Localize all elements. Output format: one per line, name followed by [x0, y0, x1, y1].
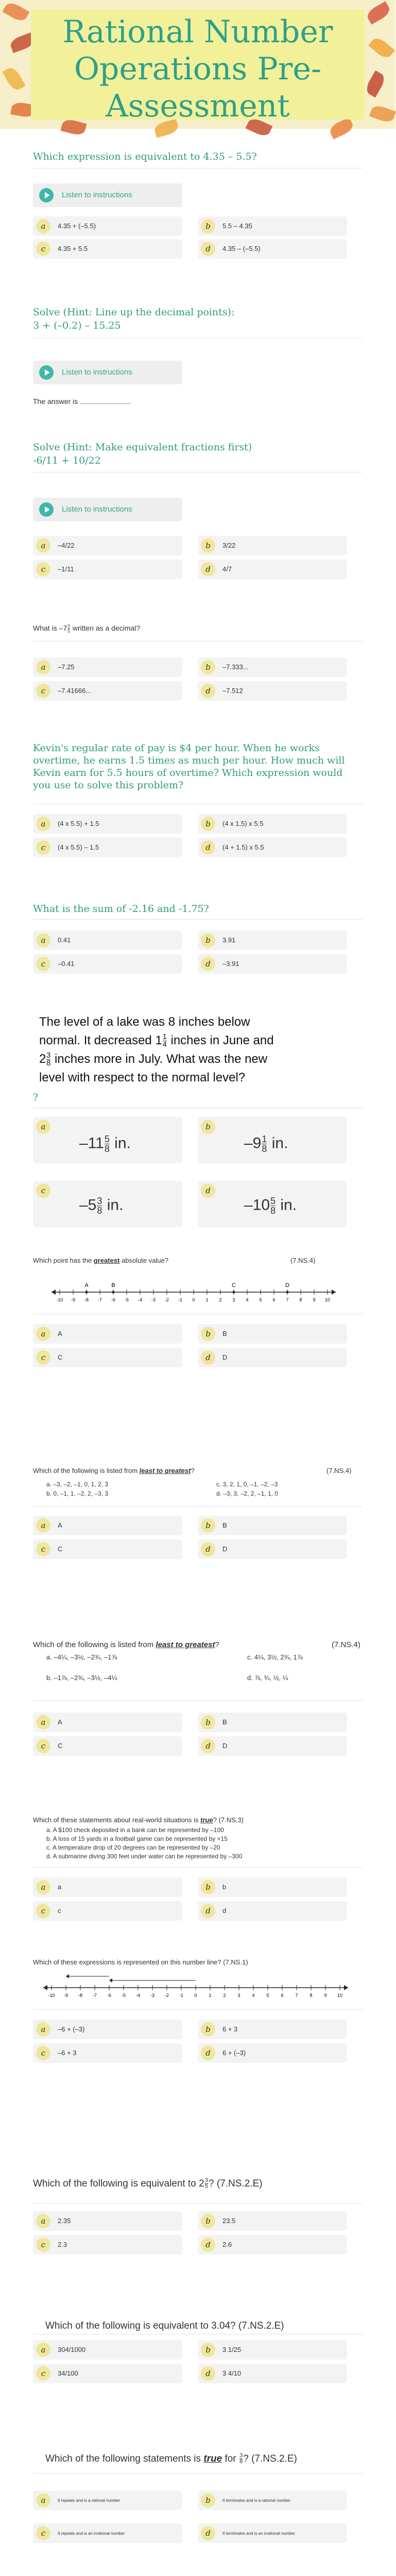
question-2-subtitle: 3 + (–0.2) – 15.25 [33, 320, 121, 331]
answer-option[interactable]: b B [198, 1713, 347, 1732]
point-label: A [84, 1282, 89, 1289]
answer-option[interactable]: b 5.5 – 4.35 [198, 216, 347, 236]
question-3-subtitle: -6/11 + 10/22 [33, 455, 101, 466]
answer-prompt: The answer is [33, 397, 363, 406]
answer-option[interactable]: b 23.5 [198, 2211, 347, 2231]
tick-label: 10 [337, 1993, 343, 1998]
question-4-prompt: What is –7 $\frac{3}{5}$ written as a decimal? [33, 623, 141, 634]
point-marker [85, 1291, 88, 1294]
tick-label: 6 [281, 1993, 284, 1998]
list-item: c. 4¼, 3½, 2¾, 1⅞ [247, 1653, 303, 1661]
answer-option[interactable]: c (4 x 5.5) – 1.5 [33, 838, 182, 857]
answer-option[interactable]: a 304/1000 [33, 2340, 182, 2360]
play-icon [39, 188, 54, 202]
tick-label: 8 [309, 1993, 313, 1998]
answer-option[interactable]: a –11 $\frac{5}{8}$ in. [33, 1117, 182, 1163]
number-line [49, 1273, 338, 1309]
answer-option[interactable]: d –3.91 [198, 954, 347, 974]
tick-label: 1 [205, 1297, 209, 1302]
answer-option[interactable]: b –9 $\frac{1}{8}$ in. [198, 1117, 347, 1163]
question-6-title: What is the sum of -2.16 and -1.75? [33, 903, 209, 914]
question-15-prompt: Which of the following statements is true for $\frac{3}{8}$ ? (7.NS.2.E) [45, 2452, 297, 2465]
point-label: D [285, 1282, 289, 1289]
answer-option[interactable]: d 3 4/10 [198, 2364, 347, 2383]
tick-label: 10 [324, 1297, 331, 1302]
answer-option[interactable]: a 2.35 [33, 2211, 182, 2231]
answer-option[interactable]: a It repeats and is a rational number [33, 2490, 182, 2510]
listen-button[interactable]: Listen to instructions [33, 498, 182, 521]
question-9-prompt: Which of the following is listed from least to greatest? (7.NS.4) [33, 1467, 352, 1475]
answer-option[interactable]: b B [198, 1516, 347, 1535]
question-1-title: Which expression is equivalent to 4.35 – 5.5? [33, 151, 257, 162]
answer-option[interactable]: b 3 1/25 [198, 2340, 347, 2360]
answer-option[interactable]: c c [33, 1901, 182, 1921]
question-mark: ? [33, 1092, 39, 1103]
answer-option[interactable]: a 4.35 + (–5.5) [33, 216, 182, 236]
point-marker [112, 1291, 115, 1294]
tick-label: -6 [107, 1993, 112, 1998]
list-item: b. 0, –1, 1, –2, 2, –3, 3 [46, 1490, 109, 1497]
answer-option[interactable]: c C [33, 1736, 182, 1756]
tick-label: -1 [178, 1297, 183, 1302]
tick-label: 9 [324, 1993, 327, 1998]
tick-label: -1 [179, 1993, 184, 1998]
answer-option[interactable]: d d [198, 1901, 347, 1921]
tick-label: 9 [313, 1297, 316, 1302]
tick-label: -5 [124, 1297, 129, 1302]
tick-label: -3 [150, 1993, 155, 1998]
answer-option[interactable]: b b [198, 1877, 347, 1897]
answer-option[interactable]: d D [198, 1539, 347, 1559]
play-icon [39, 365, 54, 380]
answer-option[interactable]: b B [198, 1324, 347, 1344]
answer-option[interactable]: c 34/100 [33, 2364, 182, 2383]
answer-option[interactable]: a A [33, 1324, 182, 1344]
answer-option[interactable]: c 4.35 + 5.5 [33, 239, 182, 259]
tick-label: -2 [164, 1297, 169, 1302]
question-8-prompt: Which point has the greatest absolute value? (7.NS.4) [33, 1257, 316, 1264]
question-14-prompt: Which of the following is equivalent to 3.04? (7.NS.2.E) [45, 2320, 284, 2331]
answer-option[interactable]: d 4/7 [198, 560, 347, 579]
answer-option[interactable]: c –1/11 [33, 560, 182, 579]
list-item: c. 3, 2, 1, 0, –1, –2, –3 [216, 1481, 278, 1488]
tick-label: 0 [192, 1297, 195, 1302]
answer-option[interactable]: c –5 $\frac{3}{8}$ in. [33, 1181, 182, 1227]
page-title: Rational Number Operations Pre-Assessment [62, 14, 333, 124]
tick-label: -6 [111, 1297, 116, 1302]
answer-option[interactable]: a A [33, 1713, 182, 1732]
answer-option[interactable]: d (4 + 1.5) x 5.5 [198, 838, 347, 857]
tick-label: 4 [252, 1993, 255, 1998]
list-item: a. –3, –2, –1, 0, 1, 2, 3 [46, 1481, 109, 1488]
number-line [41, 1968, 343, 2004]
answer-option[interactable]: c –7.41666... [33, 681, 182, 701]
tick-label: 8 [299, 1297, 302, 1302]
arrow-left-icon [51, 1290, 56, 1295]
tick-label: -3 [151, 1297, 156, 1302]
tick-label: 4 [246, 1297, 249, 1302]
arrow-right-icon [344, 1985, 348, 1990]
question-11-prompt: Which of these statements about real-world situations is true? (7.NS.3) [33, 1816, 244, 1824]
tick-label: -10 [48, 1993, 55, 1998]
question-3-title: Solve (Hint: Make equivalent fractions first) [33, 442, 252, 453]
tick-label: -7 [97, 1297, 102, 1302]
tick-label: -9 [63, 1993, 68, 1998]
tick-label: 7 [286, 1297, 289, 1302]
listen-button[interactable]: Listen to instructions [33, 361, 182, 384]
arrow-head-icon [109, 1978, 112, 1982]
list-item: d. ⅞, ¾, ½, ¼ [247, 1674, 288, 1682]
answer-option[interactable]: d –7.512 [198, 681, 347, 701]
list-item: d. –3, 3, –2, 2, –1, 1, 0 [216, 1490, 279, 1497]
tick-label: -9 [71, 1297, 76, 1302]
answer-option[interactable]: b –7.333... [198, 657, 347, 677]
answer-option[interactable]: b It terminates and is a rational number [198, 2490, 347, 2510]
listen-button[interactable]: Listen to instructions [33, 183, 182, 207]
question-2-title: Solve (Hint: Line up the decimal points): [33, 307, 235, 318]
answer-option[interactable]: d D [198, 1348, 347, 1367]
answer-option[interactable]: b 6 + 3 [198, 2020, 347, 2039]
tick-label: -2 [164, 1993, 169, 1998]
arrow-right-icon [332, 1290, 336, 1295]
answer-option[interactable]: d D [198, 1736, 347, 1756]
point-label: B [111, 1282, 115, 1289]
tick-label: 3 [237, 1993, 240, 1998]
list-item: b. –1⅞, –2¾, –3½, –4¼ [46, 1674, 117, 1682]
answer-input[interactable] [80, 403, 131, 404]
answer-option[interactable]: d 4.35 – (–5.5) [198, 239, 347, 259]
tick-label: -7 [92, 1993, 97, 1998]
question-7-text: The level of a lake was 8 inches below normal. It decreased 1 $\frac{1}{4}$ inches in June and 2 $\frac{3}{8}$ inches more in July. What was the new level with respect to the normal level? [39, 1015, 274, 1084]
point-marker [233, 1291, 235, 1294]
question-10-prompt: Which of the following is listed from least to greatest? (7.NS.4) [33, 1640, 360, 1649]
tick-label: -4 [135, 1993, 141, 1998]
tick-label: -10 [56, 1297, 63, 1302]
tick-label: 0 [194, 1993, 197, 1998]
answer-option[interactable]: a –7.25 [33, 657, 182, 677]
answer-option[interactable]: a –4/22 [33, 536, 182, 555]
question-5-title: Kevin's regular rate of pay is $4 per hour. When he works overtime, he earns 1.5 times as much per hour. How much will Kevin earn for 5.5 hours of overtime? Which expression would you use to solve this problem? [33, 742, 345, 791]
header-banner [0, 0, 395, 129]
statement-list: a. A $100 check deposited in a bank can be represented by –100 b. A loss of 15 yards in a football game can be represented by +15 c. A temperature drop of 20 degrees can be represented by –20 d. A submarine diving 300 feet under water can be represented by –300 [46, 1826, 243, 1860]
tick-label: 2 [223, 1993, 226, 1998]
answer-option[interactable]: c 2.3 [33, 2235, 182, 2255]
arrow-head-icon [66, 1974, 69, 1978]
answer-option[interactable]: b (4 x 1.5) x 5.5 [198, 814, 347, 834]
answer-option[interactable]: a (4 x 5.5) + 1.5 [33, 814, 182, 834]
tick-label: 7 [295, 1993, 298, 1998]
answer-option[interactable]: d It terminates and is an irrational number [198, 2523, 347, 2543]
arrow-left-icon [43, 1985, 47, 1990]
answer-option[interactable]: c It repeats and is an irrational number [33, 2523, 182, 2543]
tick-label: 3 [232, 1297, 235, 1302]
answer-option[interactable]: c C [33, 1539, 182, 1559]
answer-option[interactable]: d –10 $\frac{5}{8}$ in. [198, 1181, 347, 1227]
answer-option[interactable]: c C [33, 1348, 182, 1367]
answer-option[interactable]: d 2.6 [198, 2235, 347, 2255]
point-marker [286, 1291, 289, 1294]
question-12-prompt: Which of these expressions is represented on this number line? (7.NS.1) [33, 1958, 248, 1966]
answer-option[interactable]: a A [33, 1516, 182, 1535]
answer-option[interactable]: c –6 + 3 [33, 2043, 182, 2063]
tick-label: 1 [209, 1993, 212, 1998]
tick-label: -8 [78, 1993, 83, 1998]
play-icon [39, 502, 54, 517]
tick-label: 5 [259, 1297, 262, 1302]
tick-label: -8 [84, 1297, 89, 1302]
tick-label: 5 [266, 1993, 269, 1998]
question-13-prompt: Which of the following is equivalent to 2 $\frac{3}{5}$ ? (7.NS.2.E) [33, 2177, 263, 2190]
answer-option[interactable]: a a [33, 1877, 182, 1897]
answer-option[interactable]: a –6 + (–3) [33, 2020, 182, 2039]
tick-label: 6 [272, 1297, 276, 1302]
list-item: a. –4¼, –3½, –2¾, –1⅞ [46, 1653, 117, 1661]
answer-option[interactable]: b 3/22 [198, 536, 347, 555]
tick-label: -5 [121, 1993, 126, 1998]
tick-label: -4 [137, 1297, 143, 1302]
point-label: C [232, 1282, 236, 1289]
answer-option[interactable]: c –0.41 [33, 954, 182, 974]
answer-option[interactable]: b 3.91 [198, 930, 347, 950]
answer-option[interactable]: d 6 + (–3) [198, 2043, 347, 2063]
answer-option[interactable]: a 0.41 [33, 930, 182, 950]
tick-label: 2 [219, 1297, 222, 1302]
